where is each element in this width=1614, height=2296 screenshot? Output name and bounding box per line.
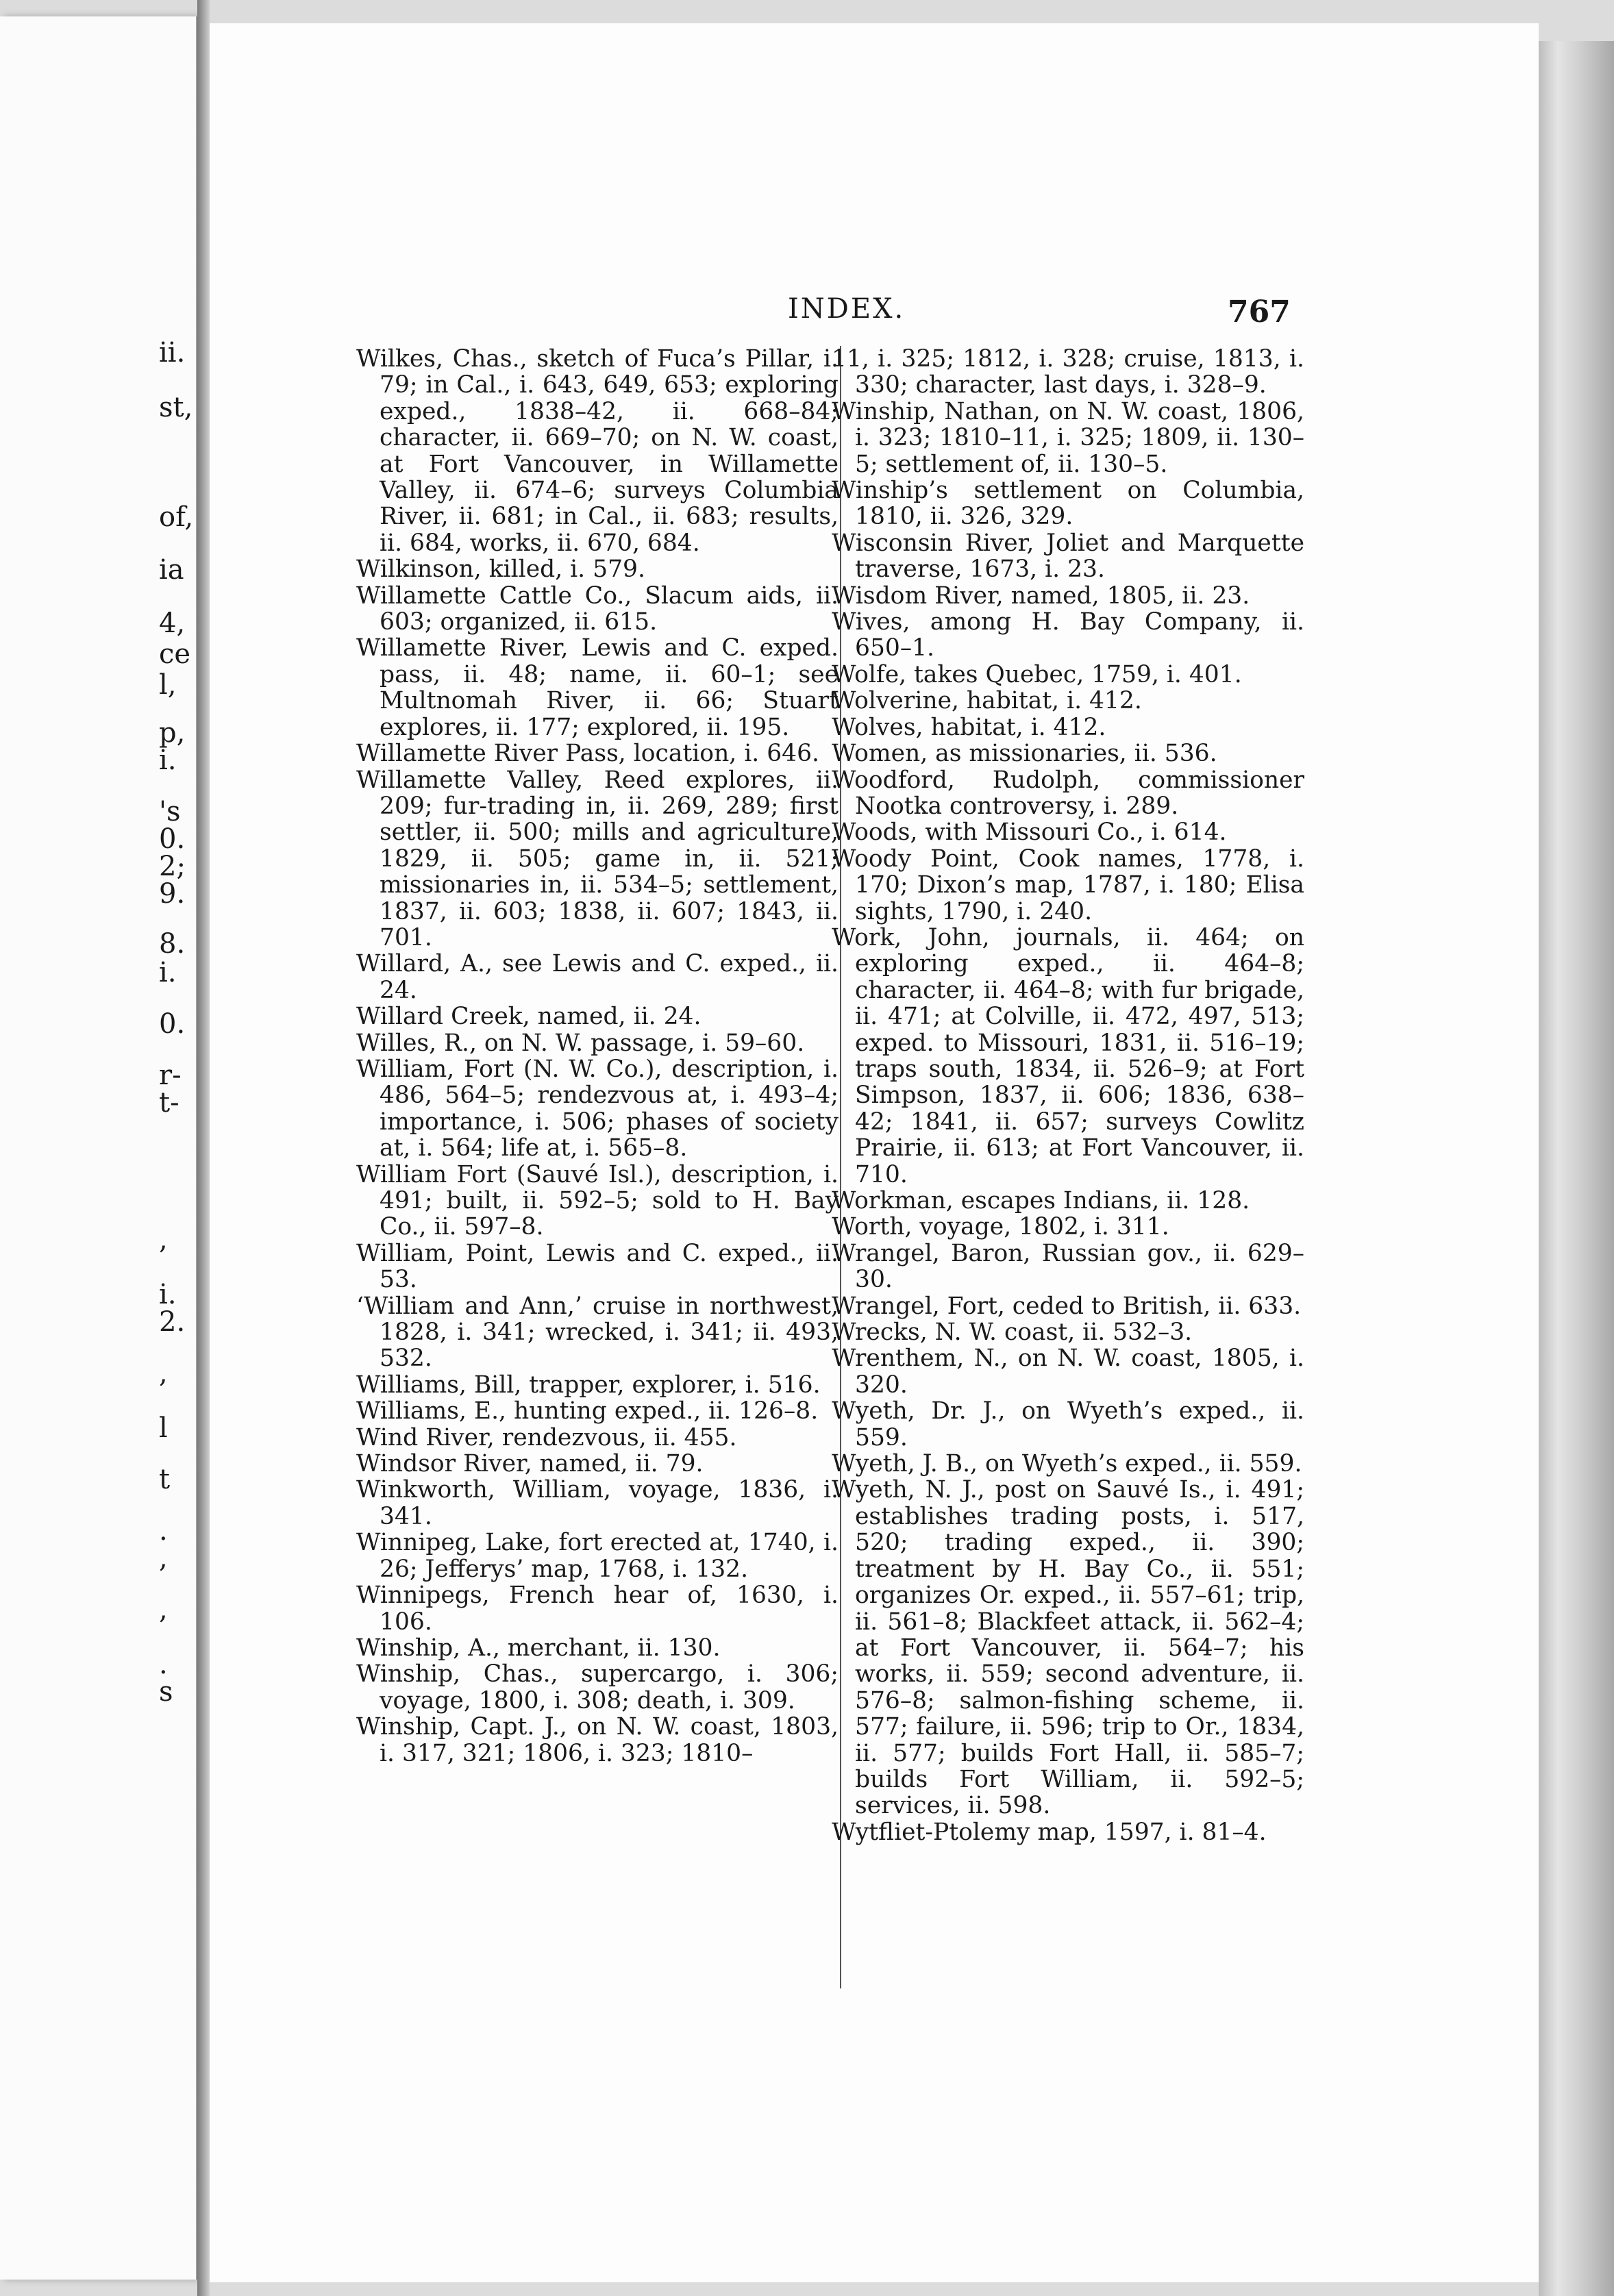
index-entry: Workman, escapes Indians, ii. 128. — [832, 1187, 1250, 1214]
facing-page-fragment: l, — [159, 669, 177, 701]
facing-page-fragment: ce — [159, 638, 191, 670]
index-entry: William Fort (Sauvé Isl.), description, i. 491; built, ii. 592–5; sold to H. Bay Co., ii. 597–8. — [356, 1160, 839, 1241]
index-entry: Willamette River Pass, location, i. 646. — [356, 740, 820, 768]
index-entry: Wilkinson, killed, i. 579. — [356, 556, 645, 584]
book-gutter — [197, 0, 210, 2296]
facing-page — [0, 16, 197, 2280]
index-entry: Wolverine, habitat, i. 412. — [832, 687, 1142, 715]
index-entry: ‘William and Ann,’ cruise in northwest, 1828, i. 341; wrecked, i. 341; ii. 493, 532. — [356, 1292, 839, 1373]
index-entry: William, Fort (N. W. Co.), description, i. 486, 564–5; rendezvous at, i. 493–4; importance, i. 506; phases of society at, i. 564; life at, i. 565–8. — [356, 1055, 839, 1162]
index-entry: Wind River, rendezvous, ii. 455. — [356, 1423, 737, 1451]
facing-page-fragment: l — [159, 1412, 168, 1444]
facing-page-fragment: , — [159, 1594, 168, 1625]
index-entry: Wrangel, Baron, Russian gov., ii. 629–30. — [832, 1239, 1304, 1294]
facing-page-fragment: , — [159, 1358, 168, 1389]
index-entry: Wolves, habitat, i. 412. — [832, 713, 1106, 741]
index-column-right — [832, 346, 1304, 1845]
facing-page-fragment: 0. — [159, 823, 186, 855]
index-entry: Willamette Valley, Reed explores, ii. 209; fur-trading in, ii. 269, 289; first settler, ii. 500; mills and agriculture, 1829, ii. 505; game in, ii. 521; missionaries in, ii. 534–5; settlement, 1837, ii. 603; 1838, ii. 607; 1843, ii. 701. — [356, 766, 839, 951]
running-head: INDEX. — [788, 293, 906, 325]
index-entry: Willes, R., on N. W. passage, i. 59–60. — [356, 1029, 805, 1057]
index-entry: Woody Point, Cook names, 1778, i. 170; Dixon’s map, 1787, i. 180; Elisa sights, 1790, i. 240. — [832, 845, 1304, 925]
index-entry: Winship, Capt. J., on N. W. coast, 1803, i. 317, 321; 1806, i. 323; 1810– — [356, 1713, 839, 1767]
index-entry: Winship, A., merchant, ii. 130. — [356, 1634, 721, 1662]
index-entry: Wolfe, takes Quebec, 1759, i. 401. — [832, 660, 1242, 688]
index-entry: Willamette Cattle Co., Slacum aids, ii. 603; organized, ii. 615. — [356, 582, 839, 636]
index-entry: Winkworth, William, voyage, 1836, i. 341. — [356, 1476, 839, 1530]
index-entry: Winship, Chas., supercargo, i. 306; voyage, 1800, i. 308; death, i. 309. — [356, 1660, 839, 1714]
facing-page-fragment: 8. — [159, 928, 186, 960]
index-entry: Winship’s settlement on Columbia, 1810, ii. 326, 329. — [832, 477, 1304, 531]
index-entry: Windsor River, named, ii. 79. — [356, 1450, 704, 1478]
facing-page-fragment: . — [159, 1515, 168, 1547]
index-entry: Wyeth, Dr. J., on Wyeth’s exped., ii. 559. — [832, 1397, 1304, 1451]
index-entry: Winnipeg, Lake, fort erected at, 1740, i. 26; Jefferys’ map, 1768, i. 132. — [356, 1529, 839, 1583]
facing-page-fragment: 0. — [159, 1008, 186, 1040]
index-entry: Wrecks, N. W. coast, ii. 532–3. — [832, 1319, 1193, 1347]
index-entry: Wrenthem, N., on N. W. coast, 1805, i. 320. — [832, 1345, 1304, 1399]
index-entry: Worth, voyage, 1802, i. 311. — [832, 1213, 1169, 1241]
index-entry: Wisdom River, named, 1805, ii. 23. — [832, 582, 1250, 610]
page-number: 767 — [1228, 295, 1291, 329]
facing-page-fragment: i. — [159, 745, 177, 776]
index-entry: Wrangel, Fort, ceded to British, ii. 633. — [832, 1292, 1302, 1320]
facing-page-fragment: t — [159, 1464, 171, 1495]
facing-page-fragment: i. — [159, 957, 177, 988]
facing-page-fragment: 's — [159, 796, 181, 827]
facing-page-fragment: of, — [159, 501, 194, 533]
index-entry: Willamette River, Lewis and C. exped. pass, ii. 48; name, ii. 60–1; see Multnomah River, ii. 66; Stuart explores, ii. 177; explored, ii. 195. — [356, 634, 839, 741]
facing-page-fragment: , — [159, 1543, 168, 1574]
index-entry: William, Point, Lewis and C. exped., ii. 53. — [356, 1239, 839, 1294]
index-entry: Woodford, Rudolph, commissioner Nootka controversy, i. 289. — [832, 766, 1304, 820]
page-edges — [1539, 41, 1614, 2296]
index-entry: Wisconsin River, Joliet and Marquette traverse, 1673, i. 23. — [832, 529, 1304, 584]
index-entry: Winship, Nathan, on N. W. coast, 1806, i. 323; 1810–11, i. 325; 1809, ii. 130–5; settlement of, ii. 130–5. — [832, 397, 1304, 478]
facing-page-fragment: r- — [159, 1060, 182, 1091]
index-entry: Wyeth, N. J., post on Sauvé Is., i. 491; establishes trading posts, i. 517, 520; trading exped., ii. 390; treatment by H. Bay Co., ii. 551; organizes Or. exped., ii. 557–61; trip, ii. 561–8; Blackfeet attack, ii. 562–4; at Fort Vancouver, ii. 564–7; his works, ii. 559; second adventure, ii. 576–8; salmon-fishing scheme, ii. 577; failure, ii. 596; trip to Or., 1834, ii. 577; builds Fort Hall, ii. 585–7; builds Fort William, ii. 592–5; services, ii. 598. — [832, 1476, 1304, 1820]
index-entry: Wytfliet-Ptolemy map, 1597, i. 81–4. — [832, 1818, 1267, 1846]
facing-page-fragment: ia — [159, 554, 184, 586]
facing-page-fragment: i. — [159, 1279, 177, 1310]
index-entry: Woods, with Missouri Co., i. 614. — [832, 819, 1227, 847]
index-entry: Willard, A., see Lewis and C. exped., ii. 24. — [356, 950, 839, 1004]
facing-page-fragment: s — [159, 1676, 173, 1708]
index-entry: Women, as missionaries, ii. 536. — [832, 740, 1217, 768]
facing-page-fragment: 2; — [159, 851, 186, 882]
facing-page-fragment: , — [159, 1224, 168, 1256]
facing-page-fragment: 4, — [159, 608, 186, 639]
index-entry: Williams, E., hunting exped., ii. 126–8. — [356, 1397, 819, 1425]
index-entry: Wilkes, Chas., sketch of Fuca’s Pillar, i. 79; in Cal., i. 643, 649, 653; exploring exped., 1838–42, ii. 668–84; character, ii. 669–70; on N. W. coast, at Fort Vancouver, in Willamette Valley, ii. 674–6; surveys Columbia River, ii. 681; in Cal., ii. 683; results, ii. 684, works, ii. 670, 684. — [356, 345, 839, 557]
index-entry: Williams, Bill, trapper, explorer, i. 516. — [356, 1371, 821, 1399]
facing-page-fragment: p, — [159, 717, 186, 749]
facing-page-fragment: t- — [159, 1087, 179, 1119]
index-entry: Wives, among H. Bay Company, ii. 650–1. — [832, 608, 1304, 662]
facing-page-fragment: 2. — [159, 1306, 186, 1338]
facing-page-fragment: . — [159, 1649, 168, 1680]
facing-page-fragment: ii. — [159, 337, 186, 369]
index-entry: Winnipegs, French hear of, 1630, i. 106. — [356, 1582, 839, 1636]
index-column-left — [356, 346, 839, 1767]
facing-page-fragment: 9. — [159, 878, 186, 910]
index-entry: 11, i. 325; 1812, i. 328; cruise, 1813, i. 330; character, last days, i. 328–9. — [832, 345, 1304, 399]
facing-page-fragment: st, — [159, 392, 193, 423]
index-entry: Willard Creek, named, ii. 24. — [356, 1003, 702, 1031]
index-entry: Wyeth, J. B., on Wyeth’s exped., ii. 559. — [832, 1450, 1302, 1478]
index-entry: Work, John, journals, ii. 464; on exploring exped., ii. 464–8; character, ii. 464–8; with fur brigade, ii. 471; at Colville, ii. 472, 497, 513; exped. to Missouri, 1831, ii. 516–19; traps south, 1834, ii. 526–9; at Fort Simpson, 1837, ii. 606; 1836, 638–42; 1841, ii. 657; surveys Cowlitz Prairie, ii. 613; at Fort Vancouver, ii. 710. — [832, 923, 1304, 1188]
